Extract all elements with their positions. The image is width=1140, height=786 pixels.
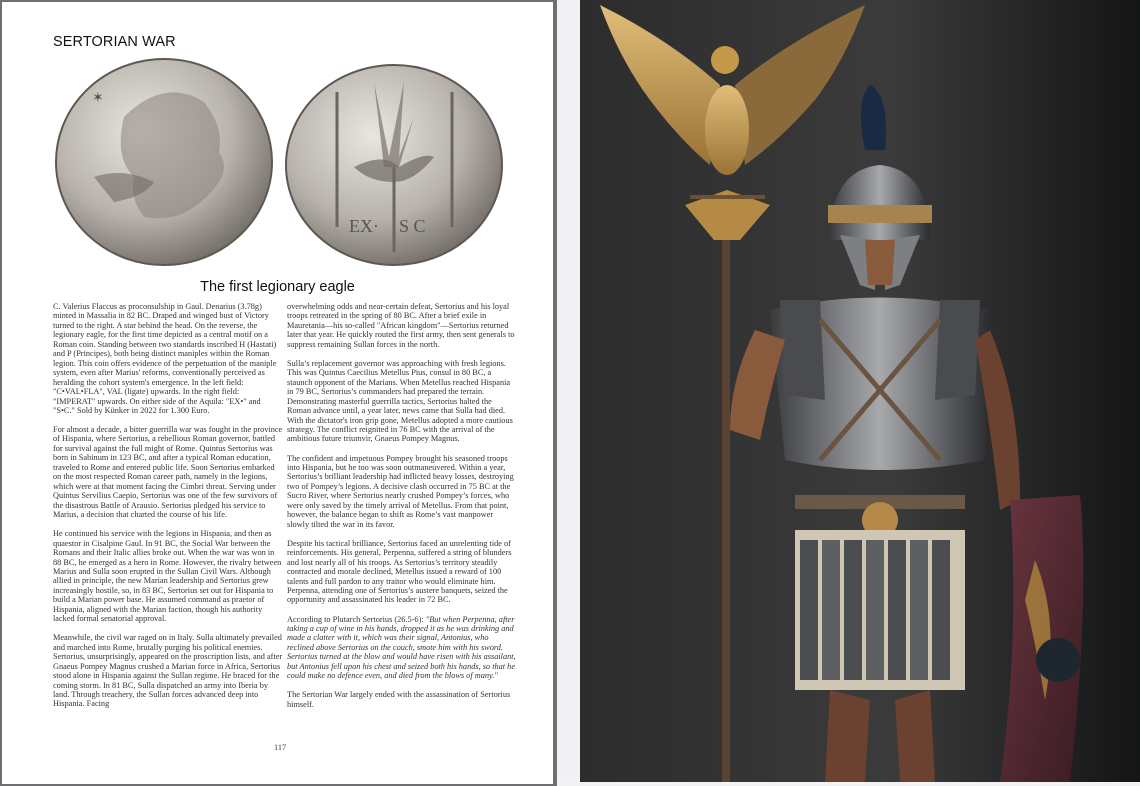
paragraph: Meanwhile, the civil war raged on in Italy. Sulla ultimately prevailed and marched into Rome, brutally purging his political enemies. Sertorius, unsurprisingly, appeared on the proscription lists, and after Gnaeus Pompey Magnus crushed a Marian force in Africa, Sertorius stood alone in Hispania against the Sullan regime. He braced for the coming storm. In 81 BC, Sulla dispatched an army into Iberia by land. Through treachery, the Sullan forces advanced deep into Hispania. Facing <box>53 633 283 709</box>
page-gap <box>557 0 580 782</box>
paragraph: The confident and impetuous Pompey brought his seasoned troops into Hispania, but he too was soon outmaneuvered. Within a year, Sertorius’s brilliant leadership had inflicted heavy losses, destroying two of Pompey’s legions. A decisive clash occurred in 75 BC at the Sucro River, where Sertorius nearly crushed Pompey’s forces, who were only saved by the timely arrival of Metellus. From that point, however, the balance began to shift as Rome’s vast manpower slowly tilted the war in its favor. <box>287 453 514 529</box>
pteruges <box>795 530 965 690</box>
paragraph: Sulla’s replacement governor was approaching with fresh legions. This was Quintus Caecilius Metellus Pius, consul in 80 BC, a staunch opponent of the Marians. When Metellus reached Hispania in 79 BC, Sertorius’s commanders had prepared the terrain. Demonstrating masterful guerrilla tactics, Sertorius halted the Roman advance until, a year later, news came that Sulla had died. With the dictator's iron grip gone, Metellus adopted a more cautious strategy. The conflict reignited in 76 BC with the arrival of the ambitious future triumvir, Gnaeus Pompey Magnus. <box>287 358 513 444</box>
plutarch-quote: "But when Perpenna, after taking a cup of wine in his hands, dropped it as he was drinking and made a clatter with it, which was their signal, Antonius, who reclined above Sertorius on the couch, smote him with his sword. Sertorius turned at the blow and would have risen with his assailant, but Antonius fell upon his chest and seized both his hands, so that he could make no defence even, and died from the blows of many." <box>287 614 516 681</box>
quote-intro: According to Plutarch Sertorius (26.5-6): <box>287 614 426 624</box>
left-page <box>0 0 557 786</box>
page-number: 117 <box>274 743 287 752</box>
star-icon: ✶ <box>92 91 104 106</box>
text-column-1 <box>53 302 283 719</box>
paragraph: C. Valerius Flaccus as proconsulship in Gaul. Denarius (3.78g) minted in Massalia in 82 BC. Draped and winged bust of Victory turned to the right. A star behind the head. On the reverse, the legionary eagle, for the first time depicted as a central motif on a Roman coin. Standing between two standards inscribed H (Hastati) and P (Principes), both being distinct maniples within the Roman legion. This coin offers evidence of the perpetuation of the maniple system, even after Marius' reforms, conventionally perceived as heralding the cohort system's emergence. In the left field: "C•VAL•FLA", VAL (ligate) upwards. In the right field: "IMPERAT" upwards. On either side of the Aquila: "EX•" and "S•C." Sold by Künker in 2022 for 1.300 Euro. <box>53 302 277 415</box>
coin-legend-sc: S C <box>399 216 426 236</box>
legionary-image <box>580 0 1140 782</box>
text-column-2 <box>287 302 517 719</box>
figure-caption: The first legionary eagle <box>200 279 355 295</box>
paragraph: Despite his tactical brilliance, Sertorius faced an unrelenting tide of reinforcements. His general, Perpenna, suffered a string of blunders and lost nearly all of his troops. As Sertorius’s territory steadily contracted and morale declined, Metellus issued a reward of 100 talents and full pardon to any traitor who would eliminate him. Perpenna, attending one of Sertorius’s austere banquets, seized the opportunity and assassinated his leader in 72 BC. <box>287 538 512 605</box>
standard-pole <box>722 195 730 782</box>
lorica-segmentata <box>770 298 990 539</box>
paragraph: For almost a decade, a bitter guerrilla war was fought in the province of Hispania, where Sertorius, a rebellious Roman governor, battled for survival against the full might of Rome. Quintus Sertorius was born in Sabinum in 123 BC, and after a typical Roman education, traveled to Rome and entered public life. Soon Sertorius embarked on the most respected Roman career path, namely in the legions, which were at that moment facing the Cimbri threat. Serving under Quintus Servilius Caepio, Sertorius was one of the few survivors of the disastrous Battle of Arausio. Sertorius pledged his service to Marius, a decision that charted the course of his life. <box>53 425 283 520</box>
section-title: SERTORIAN WAR <box>53 34 176 50</box>
closing-paragraph: The Sertorian War largely ended with the assassination of Sertorius himself. <box>287 690 511 709</box>
plutarch-paragraph <box>287 615 517 681</box>
paragraph: He continued his service with the legions in Hispania, and then as quaestor in Cisalpine Gaul. In 91 BC, the Social War between the Romans and their Italic allies broke out. When the war was won in 88 BC, he emerged as a hero in Rome. However, the rivalry between Marius and Sulla soon erupted in the Sullan Civil Wars. Although allied in principle, the new Marian leadership and Sertorius grew increasingly hostile, so, in 83 BC, Sertorius set out for Hispania to build a Marian power base. He assumed command as praetor of Hispania, aligned with the Marian faction, though his authority lacked formal senatorial approval. <box>53 529 282 624</box>
paragraph: overwhelming odds and near-certain defeat, Sertorius and his loyal troops retreated in the spring of 80 BC. After a brief exile in Mauretania—his so-called "African kingdom"—Sertorius returned later that year. He quickly routed the first army, then sent generals to suppress remaining Sullan forces in the north. <box>287 302 515 349</box>
coin-figure <box>54 57 504 267</box>
coin-reverse <box>286 65 502 265</box>
coin-obverse <box>56 59 272 265</box>
coin-legend-ex: EX· <box>349 216 379 236</box>
